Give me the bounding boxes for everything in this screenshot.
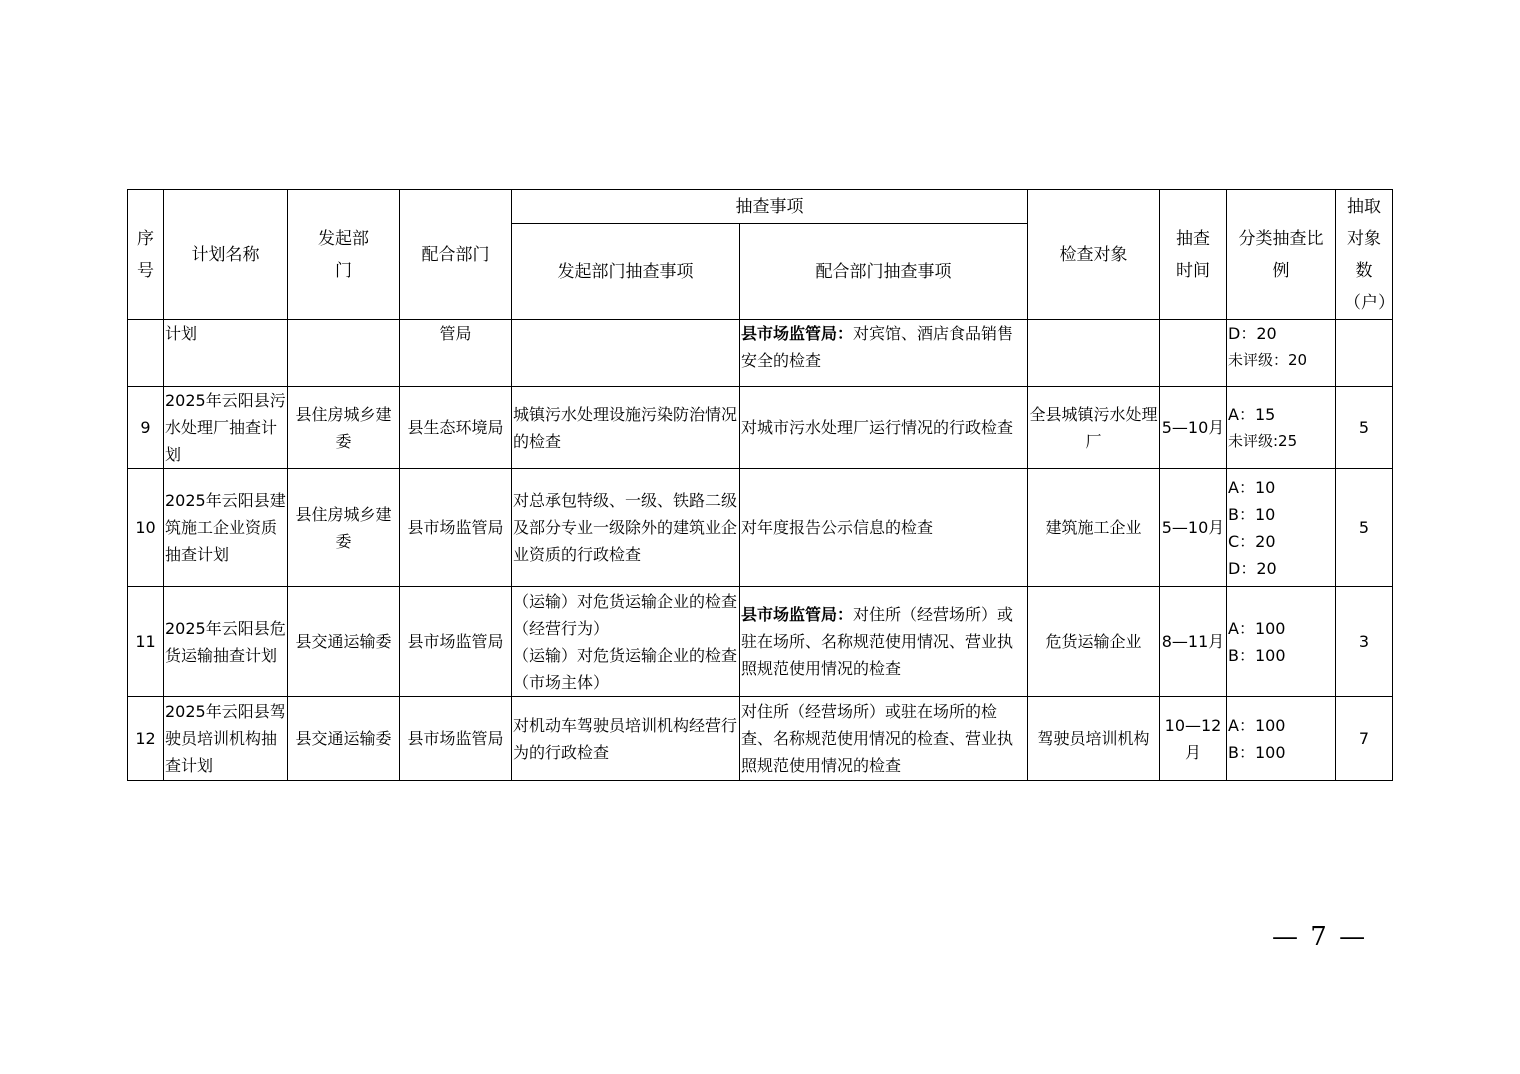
partner-items-lead: 县市场监管局： [741, 324, 854, 343]
cell-initiator: 县住房城乡建委 [288, 469, 400, 587]
cell-target: 危货运输企业 [1028, 587, 1160, 697]
cell-ratio [1227, 587, 1336, 697]
cell-time: 8—11月 [1160, 587, 1227, 697]
header-ratio: 分类抽查比例 [1227, 190, 1336, 320]
header-count: 抽取对象数（户） [1336, 190, 1393, 320]
cell-partner: 县市场监管局 [400, 697, 512, 781]
ratio-line: 未评级：20 [1228, 351, 1308, 369]
cell-no: 10 [128, 469, 164, 587]
ratio-line: A：100 [1228, 715, 1286, 735]
ratio-line: 未评级:25 [1228, 431, 1298, 450]
ratio-line: B：100 [1228, 645, 1286, 665]
cell-initiator-items [512, 320, 740, 387]
cell-initiator-items: 对总承包特级、一级、铁路二级及部分专业一级除外的建筑业企业资质的行政检查 [512, 469, 740, 587]
cell-target: 全县城镇污水处理厂 [1028, 387, 1160, 469]
header-items: 抽查事项 [512, 190, 1028, 224]
cell-ratio [1227, 320, 1336, 387]
table-row [128, 320, 1393, 387]
ratio-line: C：20 [1228, 531, 1276, 551]
partner-items-text: 对住所（经营场所）或驻在场所的检查、名称规范使用情况的检查、营业执照规范使用情况的检查 [741, 702, 1014, 775]
cell-no: 9 [128, 387, 164, 469]
table-row [128, 469, 1393, 587]
header-partner-items: 配合部门抽查事项 [740, 224, 1028, 320]
partner-items-text: 对宾馆、酒店食品销售安全的检查 [741, 324, 1014, 370]
cell-count: 5 [1336, 387, 1393, 469]
cell-ratio [1227, 469, 1336, 587]
partner-items-text: 对城市污水处理厂运行情况的行政检查 [741, 418, 1014, 437]
cell-partner-items [740, 469, 1028, 587]
ratio-line: A：10 [1228, 477, 1276, 497]
cell-no: 12 [128, 697, 164, 781]
header-target: 检查对象 [1028, 190, 1160, 320]
cell-time: 5—10月 [1160, 469, 1227, 587]
cell-partner-items [740, 587, 1028, 697]
cell-partner-items [740, 697, 1028, 781]
cell-partner-items [740, 387, 1028, 469]
header-time: 抽查时间 [1160, 190, 1227, 320]
cell-ratio [1227, 387, 1336, 469]
cell-plan: 2025年云阳县建筑施工企业资质抽查计划 [164, 469, 288, 587]
initiator-item: （运输）对危货运输企业的检查（市场主体） [513, 645, 738, 692]
ratio-line: B：10 [1228, 504, 1276, 524]
cell-target [1028, 320, 1160, 387]
cell-initiator-items: 对机动车驾驶员培训机构经营行为的行政检查 [512, 697, 740, 781]
table-row [128, 697, 1393, 781]
ratio-line: A：100 [1228, 618, 1286, 638]
header-initiator-items: 发起部门抽查事项 [512, 224, 740, 320]
partner-items-lead: 县市场监管局： [741, 605, 854, 624]
header-plan: 计划名称 [164, 190, 288, 320]
header-no: 序号 [128, 190, 164, 320]
cell-count [1336, 320, 1393, 387]
cell-partner-items [740, 320, 1028, 387]
cell-ratio [1227, 697, 1336, 781]
ratio-line: D：20 [1228, 558, 1277, 578]
cell-initiator: 县交通运输委 [288, 697, 400, 781]
cell-count: 3 [1336, 587, 1393, 697]
header-partner: 配合部门 [400, 190, 512, 320]
cell-partner: 管局 [400, 320, 512, 387]
cell-partner: 县市场监管局 [400, 587, 512, 697]
partner-items-text: 对年度报告公示信息的检查 [741, 518, 934, 537]
cell-time [1160, 320, 1227, 387]
cell-partner: 县市场监管局 [400, 469, 512, 587]
page-number: — 7 — [1272, 922, 1368, 952]
cell-partner: 县生态环境局 [400, 387, 512, 469]
cell-plan: 计划 [164, 320, 288, 387]
cell-no [128, 320, 164, 387]
ratio-line: D：20 [1228, 324, 1277, 343]
ratio-line: B：100 [1228, 742, 1286, 762]
cell-initiator: 县住房城乡建委 [288, 387, 400, 469]
inspection-plan-table [127, 189, 1393, 781]
ratio-line: A：15 [1228, 404, 1276, 424]
partner-items-text: 对住所（经营场所）或驻在场所、名称规范使用情况、营业执照规范使用情况的检查 [741, 605, 1014, 678]
table-row [128, 587, 1393, 697]
cell-initiator [288, 320, 400, 387]
cell-time: 5—10月 [1160, 387, 1227, 469]
cell-initiator: 县交通运输委 [288, 587, 400, 697]
cell-target: 驾驶员培训机构 [1028, 697, 1160, 781]
cell-count: 5 [1336, 469, 1393, 587]
initiator-item: （运输）对危货运输企业的检查（经营行为） [513, 591, 738, 638]
cell-no: 11 [128, 587, 164, 697]
cell-plan: 2025年云阳县污水处理厂抽查计划 [164, 387, 288, 469]
cell-target: 建筑施工企业 [1028, 469, 1160, 587]
cell-time: 10—12月 [1160, 697, 1227, 781]
cell-initiator-items: 城镇污水处理设施污染防治情况的检查 [512, 387, 740, 469]
cell-initiator-items [512, 587, 740, 697]
header-initiator: 发起部门 [288, 190, 400, 320]
cell-plan: 2025年云阳县驾驶员培训机构抽查计划 [164, 697, 288, 781]
table-row [128, 387, 1393, 469]
cell-plan: 2025年云阳县危货运输抽查计划 [164, 587, 288, 697]
cell-count: 7 [1336, 697, 1393, 781]
